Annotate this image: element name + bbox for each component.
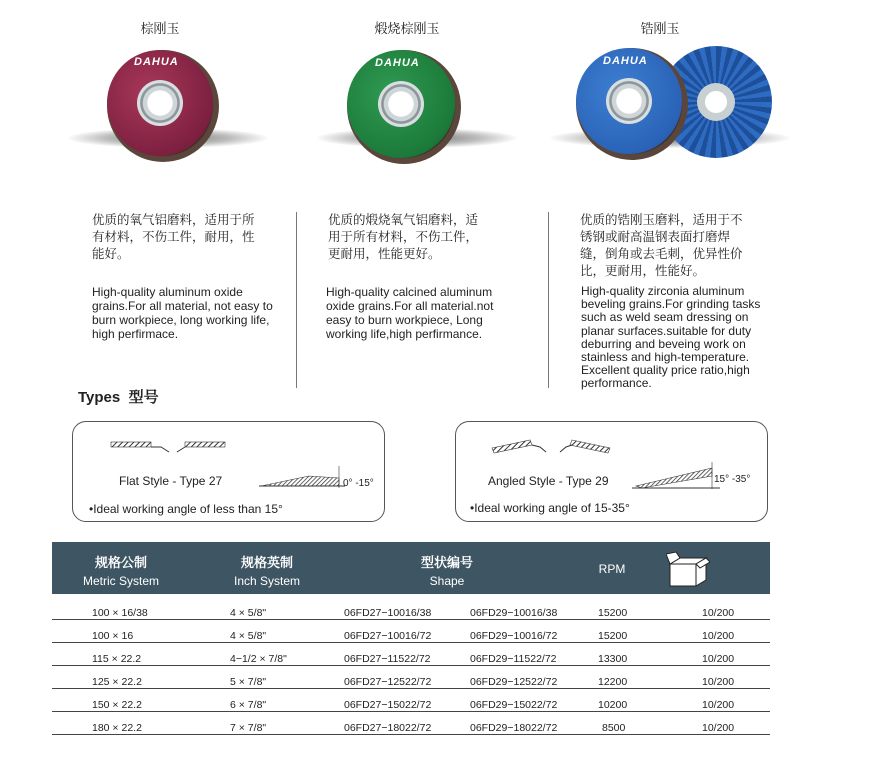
desc-en-zirconia: High-quality zirconia aluminum beveling grains.For grinding tasks such as weld seam dressing on planar surfaces.suitable for duty deburring and beveing work on stainless and high-temperature. Excellent quality price ratio,high performance. xyxy=(581,284,761,391)
column-divider xyxy=(548,212,549,388)
flat-angle-diagram-icon xyxy=(259,466,345,490)
product-title-zirconia: 锆刚玉 xyxy=(640,21,680,36)
desc-cn-calcined: 优质的煅烧氧气铝磨料，适 用于所有材料，不伤工件， 更耐用，性能更好。 xyxy=(328,213,479,261)
type-27-box xyxy=(72,421,385,522)
spec-table-header xyxy=(52,542,770,594)
header-inch: 规格英制 Inch System xyxy=(233,555,301,588)
types-heading: Types 型号 xyxy=(78,389,159,406)
table-row: 115 × 22.2 4−1/2 × 7/8" 06FD27−11522/72 06FD29−11522/72 13300 10/200 xyxy=(52,643,770,666)
column-divider xyxy=(296,212,297,388)
type-29-label: Angled Style - Type 29 xyxy=(488,474,609,488)
desc-cn-zirconia: 优质的锆刚玉磨料，适用于不 锈钢或耐高温钢表面打磨焊 缝，倒角或去毛刺，优异性价 比，更耐用，性能好。 xyxy=(580,213,743,278)
table-row: 100 × 16/38 4 × 5/8" 06FD27−10016/38 06FD29−10016/38 15200 10/200 xyxy=(52,597,770,620)
disc-hub xyxy=(697,83,735,121)
flat-disc-profile-icon xyxy=(109,438,229,454)
disc-brand-logo: DAHUA xyxy=(375,57,420,69)
type-29-angle: 15° -35° xyxy=(714,474,751,485)
type-27-label: Flat Style - Type 27 xyxy=(119,474,223,488)
disc-brand-logo: DAHUA xyxy=(603,55,648,67)
disc-hub xyxy=(378,81,424,127)
type-29-box xyxy=(455,421,768,522)
desc-cn-brown: 优质的氧气铝磨料，适用于所 有材料，不伤工件，耐用，性 能好。 xyxy=(92,213,255,261)
desc-en-calcined: High-quality calcined aluminum oxide grains.For all material.not easy to burn workpiece, Long working life,high perfirmance. xyxy=(326,285,494,341)
disc-brand-logo: DAHUA xyxy=(134,56,179,68)
table-row: 150 × 22.2 6 × 7/8" 06FD27−15022/72 06FD29−15022/72 10200 10/200 xyxy=(52,689,770,712)
header-shape: 型状编号 Shape xyxy=(420,555,473,588)
disc-hub xyxy=(606,78,652,124)
carton-box-icon xyxy=(666,550,710,588)
disc-hub xyxy=(137,80,183,126)
type-29-note: •Ideal working angle of 15-35° xyxy=(470,501,630,515)
table-row: 100 × 16 4 × 5/8" 06FD27−10016/72 06FD29−10016/72 15200 10/200 xyxy=(52,620,770,643)
type-27-angle: 0° -15° xyxy=(343,478,374,489)
type-27-note: •Ideal working angle of less than 15° xyxy=(89,502,283,516)
header-rpm: RPM xyxy=(598,562,626,576)
desc-en-brown: High-quality aluminum oxide grains.For all material, not easy to burn workpiece, long working life, high perfirmace. xyxy=(92,285,273,341)
angled-disc-profile-icon xyxy=(490,436,614,456)
product-title-calcined: 煅烧棕刚玉 xyxy=(374,21,440,36)
angled-angle-diagram-icon xyxy=(632,462,722,490)
table-row: 125 × 22.2 5 × 7/8" 06FD27−12522/72 06FD29−12522/72 12200 10/200 xyxy=(52,666,770,689)
header-metric: 规格公制 Metric System xyxy=(82,555,159,588)
table-row: 180 × 22.2 7 × 7/8" 06FD27−18022/72 06FD29−18022/72 8500 10/200 xyxy=(52,712,770,735)
product-title-brown: 棕刚玉 xyxy=(140,21,180,36)
